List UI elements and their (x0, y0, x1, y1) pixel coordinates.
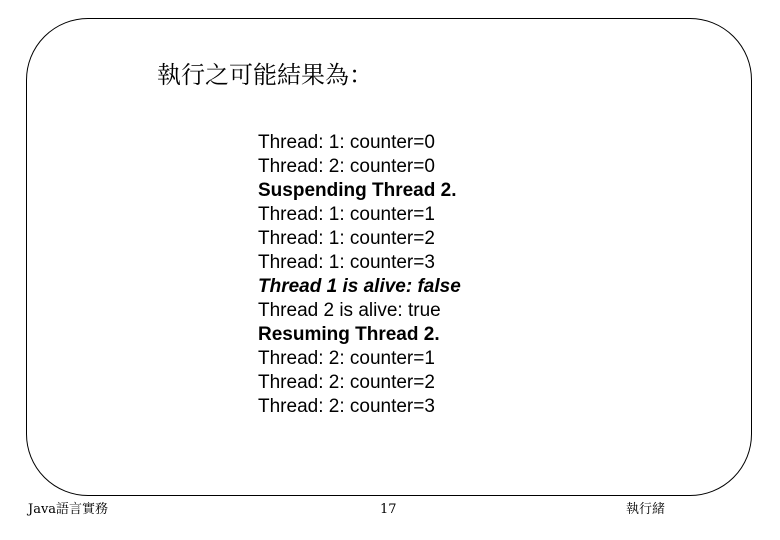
output-line: Resuming Thread 2. (258, 324, 440, 345)
output-line: Thread: 2: counter=1 (258, 348, 435, 369)
output-line: Thread: 2: counter=2 (258, 372, 435, 393)
output-line: Thread: 2: counter=3 (258, 396, 435, 417)
output-line: Thread 2 is alive: true (258, 300, 441, 321)
output-line: Thread: 1: counter=3 (258, 252, 435, 273)
footer-chapter-title: 執行緒 (626, 502, 666, 517)
output-line: Thread 1 is alive: false (258, 276, 461, 297)
output-line: Thread: 2: counter=0 (258, 156, 435, 177)
footer-page-number: 17 (380, 502, 397, 517)
output-line: Thread: 1: counter=1 (258, 204, 435, 225)
slide-title: 執行之可能結果為： (157, 61, 373, 89)
footer-course-title: Java語言實務 (28, 502, 109, 517)
program-output-list (258, 131, 461, 419)
output-line: Suspending Thread 2. (258, 180, 457, 201)
output-line: Thread: 1: counter=0 (258, 132, 435, 153)
output-line: Thread: 1: counter=2 (258, 228, 435, 249)
